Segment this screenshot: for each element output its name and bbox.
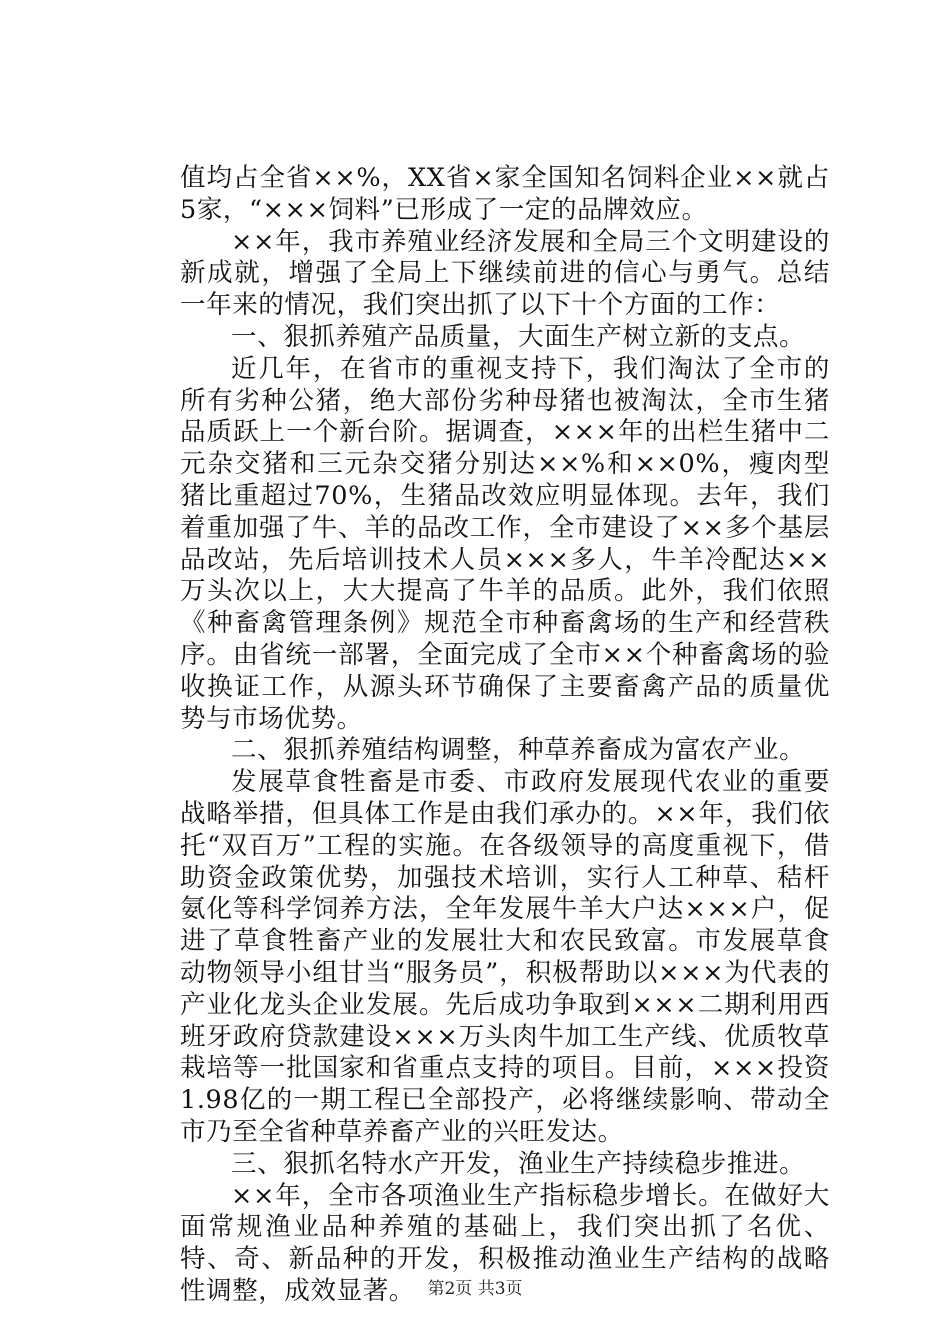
- paragraph-4: 发展草食牲畜是市委、市政府发展现代农业的重要战略举措，但具体工作是由我们承办的。××年，我们依托“双百万”工程的实施。在各级领导的高度重视下，借助资金政策优势，加强技术培训，实行人工种草、秸杆氨化等科学饲养方法，全年发展牛羊大户达×××户，促进了草食牲畜产业的发展壮大和农民致富。市发展草食动物领导小组甘当“服务员”，积极帮助以×××为代表的产业化龙头企业发展。先后成功争取到×××二期利用西班牙政府贷款建设×××万头肉牛加工生产线、优质牧草栽培等一批国家和省重点支持的项目。目前，×××投资1.98亿的一期工程已全部投产，必将继续影响、带动全市乃至全省种草养畜产业的兴旺发达。: [180, 767, 830, 1147]
- paragraph-1: 值均占全省××%，XX省×家全国知名饲料企业××就占5家，“×××饲料”已形成了一定的品牌效应。: [180, 163, 830, 225]
- document-body: [180, 163, 830, 1308]
- page-footer: [0, 1278, 950, 1300]
- paragraph-3: 近几年，在省市的重视支持下，我们淘汰了全市的所有劣种公猪，绝大部份劣种母猪也被淘汰，全市生猪品质跃上一个新台阶。据调查，×××年的出栏生猪中二元杂交猪和三元杂交猪分别达××%和××0%，瘦肉型猪比重超过70%，生猪品改效应明显体现。去年，我们着重加强了牛、羊的品改工作，全市建设了××多个基层品改站，先后培训技术人员×××多人，牛羊冷配达××万头次以上，大大提高了牛羊的品质。此外，我们依照《种畜禽管理条例》规范全市种畜禽场的生产和经营秩序。由省统一部署，全面完成了全市××个种畜禽场的验收换证工作，从源头环节确保了主要畜禽产品的质量优势与市场优势。: [180, 353, 830, 734]
- page-number: 第2页 共3页: [427, 1279, 523, 1299]
- paragraph-5: ××年，全市各项渔业生产指标稳步增长。在做好大面常规渔业品种养殖的基础上，我们突出抓了名优、特、奇、新品种的开发，积极推动渔业生产结构的战略性调整，成效显著。: [180, 1180, 830, 1306]
- section-heading-3: 三、狠抓名特水产开发，渔业生产持续稳步推进。: [231, 1148, 806, 1179]
- section-heading-2: 二、狠抓养殖结构调整，种草养畜成为富农产业。: [231, 735, 806, 766]
- section-heading-1: 一、狠抓养殖产品质量，大面生产树立新的支点。: [231, 321, 806, 352]
- paragraph-2: ××年，我市养殖业经济发展和全局三个文明建设的新成就，增强了全局上下继续前进的信心与勇气。总结一年来的情况，我们突出抓了以下十个方面的工作：: [180, 226, 830, 321]
